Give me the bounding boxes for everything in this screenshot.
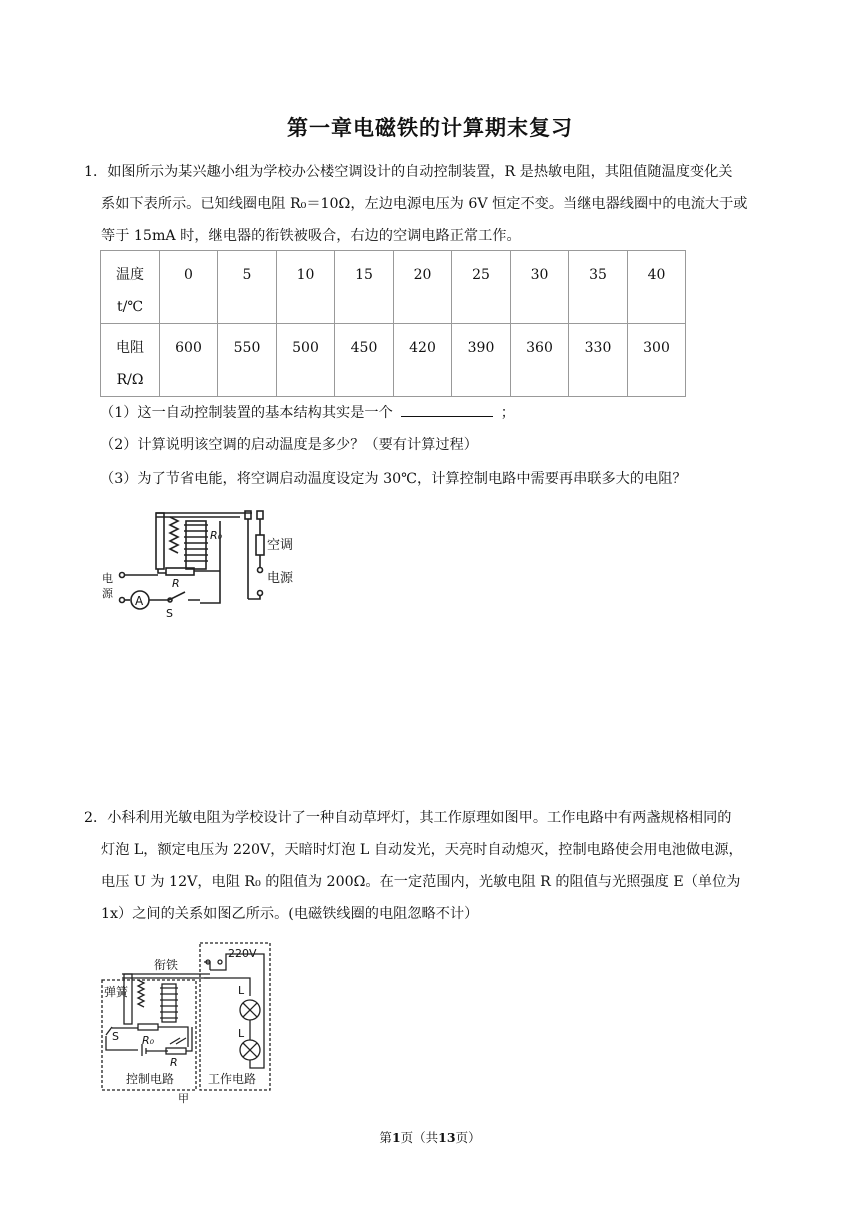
electromagnet-core bbox=[162, 984, 176, 1022]
spring bbox=[138, 980, 144, 1007]
question-2-stem bbox=[84, 802, 784, 930]
resistor-r0 bbox=[138, 1024, 158, 1030]
light-arrows bbox=[170, 1038, 186, 1044]
control-circuit-label: 控制电路 bbox=[126, 1072, 175, 1086]
coil-windings bbox=[184, 525, 208, 561]
ammeter-label: A bbox=[135, 594, 144, 608]
photoresistor-r bbox=[166, 1048, 186, 1054]
footer-prefix: 第 bbox=[379, 1130, 392, 1145]
table-row-temperature bbox=[101, 251, 686, 324]
q2-line-2: 灯泡 L，额定电压为 220V，天暗时灯泡 L 自动发光，天亮时自动熄灭，控制电路使会用电池做电源， bbox=[101, 842, 743, 858]
q1-line-1 bbox=[84, 156, 784, 188]
table-cell: 390 bbox=[452, 324, 511, 397]
work-circuit-label: 工作电路 bbox=[208, 1072, 257, 1086]
q1-line-3: 等于 15mA 时，继电器的衔铁被吸合，右边的空调电路正常工作。 bbox=[101, 228, 521, 244]
table-cell: 25 bbox=[452, 251, 511, 324]
lamp-l2-label: L bbox=[238, 1027, 245, 1040]
sub1-text: （1）这一自动控制装置的基本结构其实是一个 bbox=[100, 405, 393, 421]
terminal bbox=[120, 598, 125, 603]
power-left-label-b: 源 bbox=[102, 587, 113, 600]
label-r0: R₀ bbox=[210, 529, 223, 542]
terminal bbox=[258, 568, 263, 573]
q1-line-2: 系如下表所示。已知线圈电阻 R₀＝10Ω，左边电源电压为 6V 恒定不变。当继电器线圈中的电流大于或 bbox=[101, 196, 748, 212]
switch-label: S bbox=[112, 1030, 119, 1043]
page-title: 第一章电磁铁的计算期末复习 bbox=[287, 116, 573, 140]
armature-label: 衔铁 bbox=[154, 958, 179, 972]
table-cell: 300 bbox=[628, 324, 686, 397]
answer-blank[interactable] bbox=[401, 402, 493, 417]
label-r: R bbox=[172, 577, 180, 590]
table-row-resistance bbox=[101, 324, 686, 397]
page-footer bbox=[0, 1128, 860, 1146]
table-cell: 5 bbox=[218, 251, 277, 324]
table-header-temperature bbox=[101, 251, 160, 324]
sub1-end: ； bbox=[500, 405, 515, 421]
q2-text-1: 小科利用光敏电阻为学校设计了一种自动草坪灯，其工作原理如图甲。工作电路中有两盏规格相同的 bbox=[107, 810, 732, 826]
lawn-lamp-circuit-figure bbox=[100, 940, 275, 1110]
table-cell: 30 bbox=[511, 251, 569, 324]
r0-label: R₀ bbox=[142, 1034, 155, 1047]
ac-label: 空调 bbox=[267, 538, 294, 553]
question-1-stem bbox=[84, 156, 784, 252]
table-cell: 360 bbox=[511, 324, 569, 397]
work-wire bbox=[204, 954, 264, 1054]
header-unit: t/℃ bbox=[116, 299, 143, 315]
q2-line-4: 1x）之间的关系如图乙所示。(电磁铁线圈的电阻忽略不计） bbox=[101, 906, 479, 922]
air-conditioner bbox=[256, 535, 264, 555]
table-cell: 450 bbox=[335, 324, 394, 397]
figure-jia-label: 甲 bbox=[178, 1092, 189, 1105]
relay-frame bbox=[124, 974, 132, 1024]
spring bbox=[170, 517, 178, 553]
coil-windings bbox=[160, 988, 178, 1018]
control-wire bbox=[186, 1027, 192, 1051]
table-cell: 500 bbox=[277, 324, 335, 397]
table-cell: 15 bbox=[335, 251, 394, 324]
spring-label: 弹簧 bbox=[104, 985, 129, 999]
terminal bbox=[258, 591, 263, 596]
voltage-label: 220V bbox=[228, 947, 257, 960]
temperature-resistance-table bbox=[100, 250, 686, 397]
table-cell: 0 bbox=[160, 251, 218, 324]
lamp-l1-label: L bbox=[238, 984, 245, 997]
header-text: 电阻 bbox=[116, 340, 144, 356]
footer-suffix: 页） bbox=[455, 1130, 481, 1145]
relay-circuit-figure-1 bbox=[100, 505, 300, 620]
switch-s bbox=[149, 592, 200, 600]
contact bbox=[218, 960, 222, 964]
lamp-l1-cross bbox=[243, 1003, 257, 1017]
q2-line-1 bbox=[84, 802, 784, 834]
header-text: 温度 bbox=[116, 267, 144, 283]
q1-sub-question-3: （3）为了节省电能，将空调启动温度设定为 30℃，计算控制电路中需要再串联多大的电阻？ bbox=[100, 471, 687, 487]
power-right-label: 电源 bbox=[267, 571, 294, 586]
table-cell: 35 bbox=[569, 251, 628, 324]
table-cell: 550 bbox=[218, 324, 277, 397]
work-wire bbox=[248, 527, 260, 599]
terminal bbox=[120, 573, 125, 578]
q1-text-1: 如图所示为某兴趣小组为学校办公楼空调设计的自动控制装置，R 是热敏电阻，其阻值随温度变化关 bbox=[107, 164, 733, 180]
q2-line-3: 电压 U 为 12V，电阻 R₀ 的阻值为 200Ω。在一定范围内，光敏电阻 R 的阻值与光照强度 E（单位为 bbox=[101, 874, 741, 890]
table-header-resistance bbox=[101, 324, 160, 397]
table-cell: 600 bbox=[160, 324, 218, 397]
q1-number: 1． bbox=[84, 164, 108, 180]
q2-number: 2． bbox=[84, 810, 108, 826]
table-cell: 40 bbox=[628, 251, 686, 324]
r-label: R bbox=[170, 1056, 178, 1069]
table-cell: 20 bbox=[394, 251, 452, 324]
switch-label: S bbox=[166, 607, 173, 620]
contact bbox=[257, 511, 263, 519]
relay-frame bbox=[156, 513, 164, 569]
table-cell: 330 bbox=[569, 324, 628, 397]
armature bbox=[122, 974, 210, 978]
table-cell: 10 bbox=[277, 251, 335, 324]
power-left-label-a: 电 bbox=[102, 572, 113, 585]
q1-sub-question-2: （2）计算说明该空调的启动温度是多少？（要有计算过程） bbox=[100, 437, 478, 453]
table-cell: 420 bbox=[394, 324, 452, 397]
total-pages: 13 bbox=[438, 1130, 456, 1145]
header-unit: R/Ω bbox=[116, 372, 144, 388]
q1-sub-question-1 bbox=[100, 402, 515, 422]
page-number: 1 bbox=[391, 1130, 401, 1145]
footer-mid: 页（共 bbox=[400, 1130, 439, 1145]
lamp-l2-cross bbox=[243, 1043, 257, 1057]
